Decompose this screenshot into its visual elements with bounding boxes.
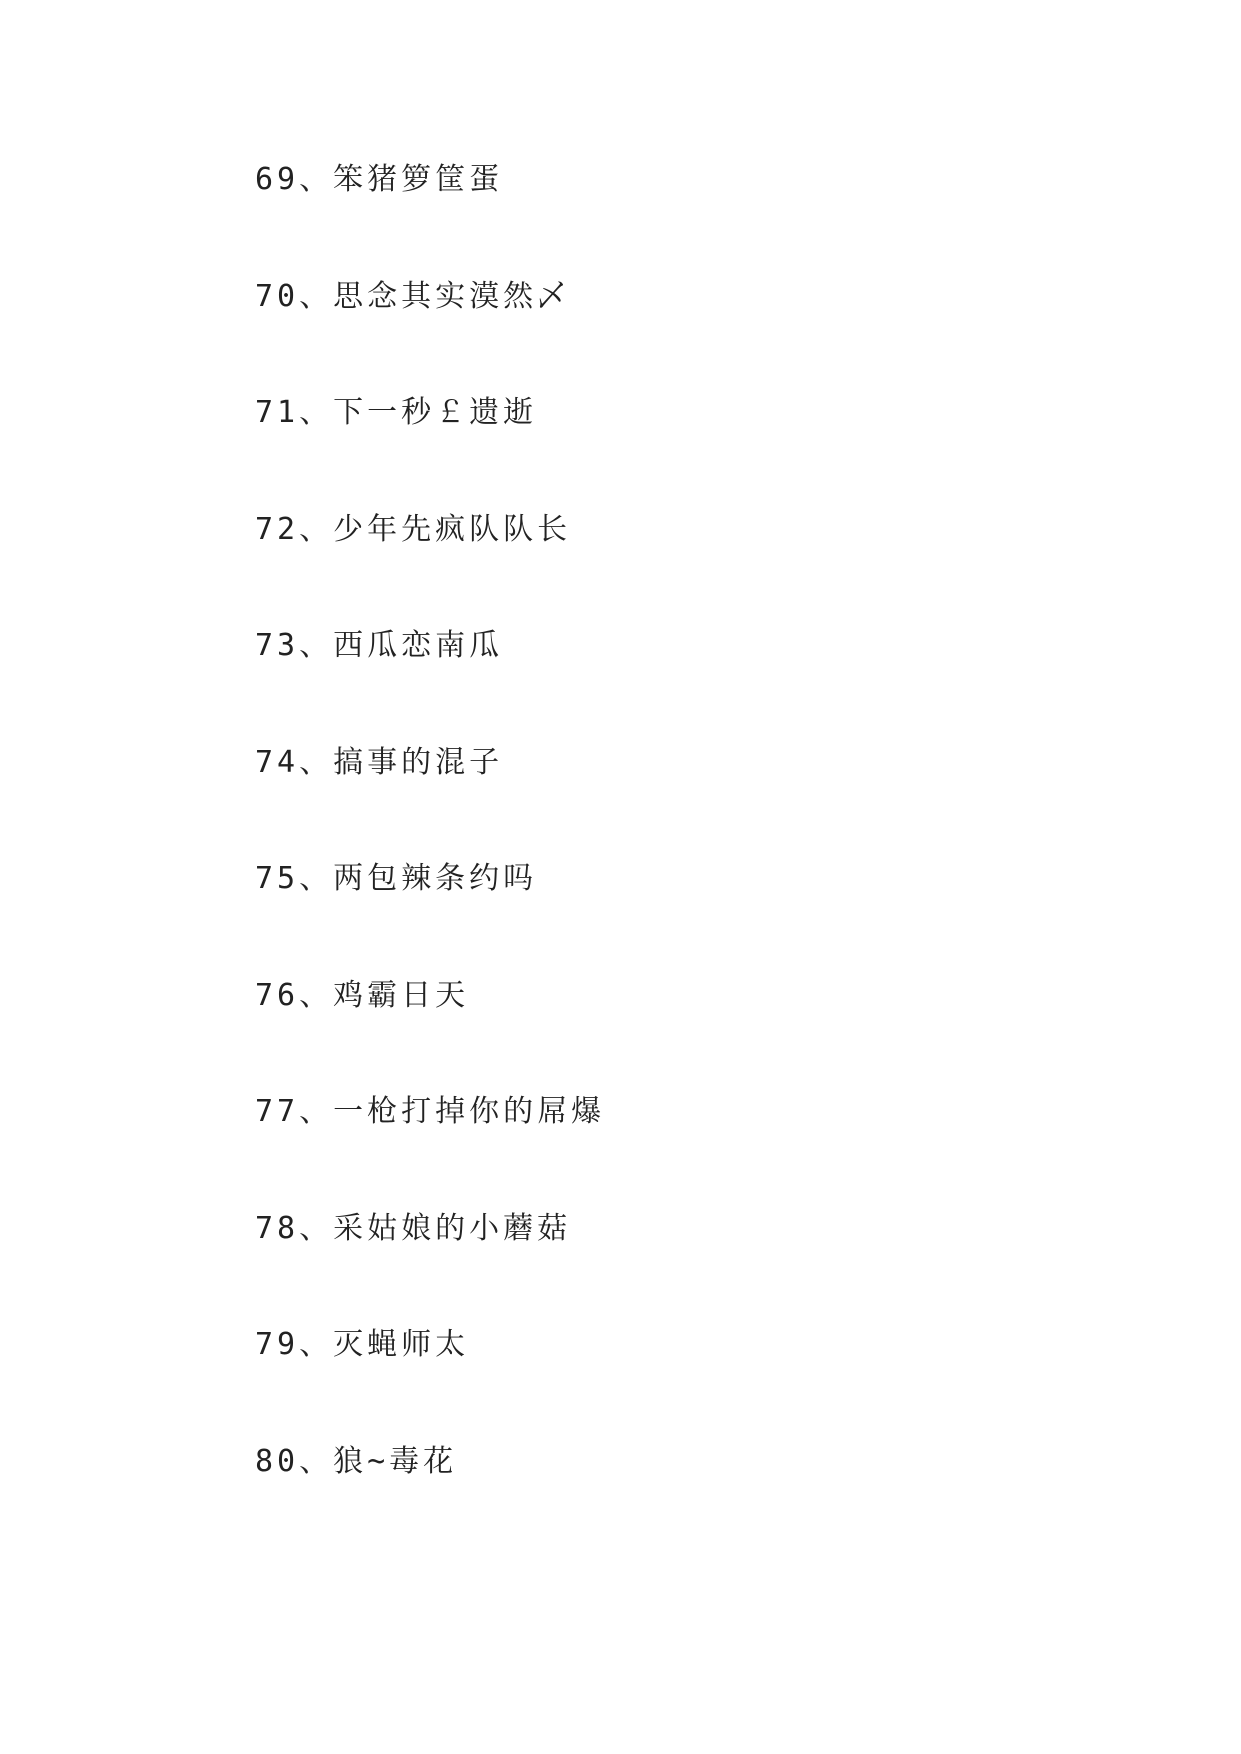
list-item: 79、灭蝇师太 xyxy=(255,1327,470,1362)
list-item: 80、狼~毒花 xyxy=(255,1443,458,1479)
list-item: 69、笨猪箩筐蛋 xyxy=(255,162,504,197)
list-item: 77、一枪打掉你的屌爆 xyxy=(255,1094,606,1129)
list-item: 73、西瓜恋南瓜 xyxy=(255,628,504,663)
list-item: 71、下一秒￡遗逝 xyxy=(255,395,538,430)
list-item: 70、思念其实漠然乄 xyxy=(255,278,572,314)
list-item: 74、搞事的混子 xyxy=(255,744,504,780)
nickname-list xyxy=(255,160,605,1558)
list-item: 78、采姑娘的小蘑菇 xyxy=(255,1210,572,1246)
list-item: 76、鸡霸日天 xyxy=(255,977,470,1013)
list-item: 75、两包辣条约吗 xyxy=(255,861,538,896)
list-item: 72、少年先疯队队长 xyxy=(255,511,572,547)
